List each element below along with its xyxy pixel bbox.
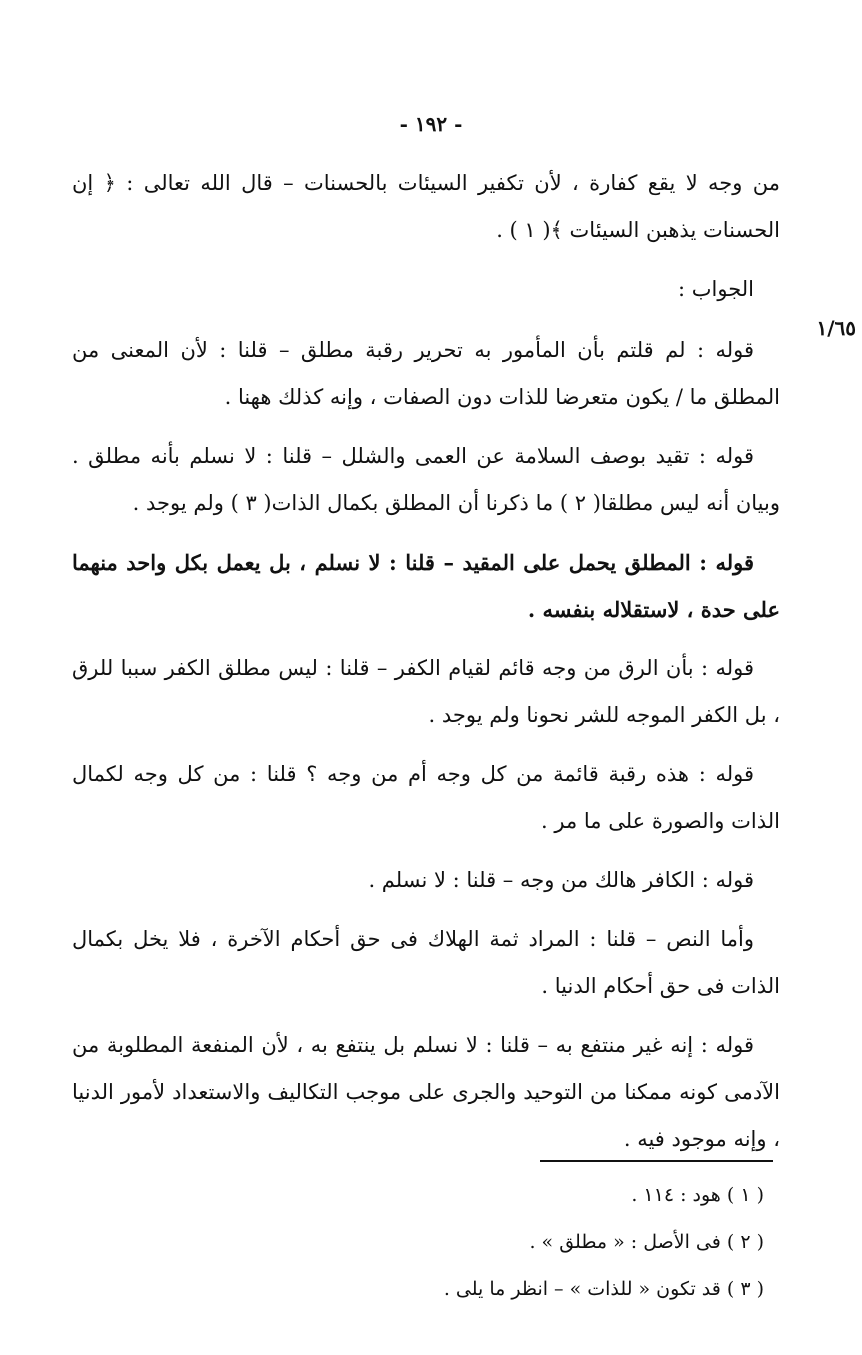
footnote: ( ٣ ) قد تكون « للذات » – انظر ما يلى . bbox=[443, 1278, 764, 1300]
paragraph: قوله : بأن الرق من وجه قائم لقيام الكفر – قلنا : ليس مطلق الكفر سببا للرق ، بل الكفر الموجه للشر نحونا ولم يوجد . bbox=[72, 656, 780, 727]
paragraph: وأما النص – قلنا : المراد ثمة الهلاك فى حق أحكام الآخرة ، فلا يخل بكمال الذات فى حق أحكام الدنيا . bbox=[72, 927, 780, 998]
main-text bbox=[72, 160, 780, 1175]
paragraph: قوله : تقيد بوصف السلامة عن العمى والشلل – قلنا : لا نسلم بأنه مطلق . وبيان أنه ليس مطلقا( ٢ ) ما ذكرنا أن المطلق بكمال الذات( ٣ ) ولم يوجد . bbox=[72, 444, 780, 515]
margin-note: ١/٦٥ bbox=[816, 316, 856, 340]
paragraph: قوله : الكافر هالك من وجه – قلنا : لا نسلم . bbox=[368, 868, 754, 892]
paragraph: من وجه لا يقع كفارة ، لأن تكفير السيئات بالحسنات – قال الله تعالى : ﴿ إن الحسنات يذهبن السيئات ﴾( ١ ) . bbox=[72, 171, 780, 242]
footnotes bbox=[200, 1172, 764, 1313]
paragraph: قوله : هذه رقبة قائمة من كل وجه أم من وجه ؟ قلنا : من كل وجه لكمال الذات والصورة على ما مر . bbox=[72, 762, 780, 833]
footnote-rule bbox=[540, 1160, 773, 1162]
answer-heading: الجواب : bbox=[678, 277, 754, 301]
page-number: - ١٩٢ - bbox=[399, 112, 463, 136]
footnote: ( ٢ ) فى الأصل : « مطلق » . bbox=[529, 1231, 764, 1253]
footnote: ( ١ ) هود : ١١٤ . bbox=[631, 1184, 764, 1206]
paragraph: قوله : المطلق يحمل على المقيد – قلنا : لا نسلم ، بل يعمل بكل واحد منهما على حدة ، لاستقلاله بنفسه . bbox=[72, 550, 780, 622]
paragraph: قوله : لم قلتم بأن المأمور به تحرير رقبة مطلق – قلنا : لأن المعنى من المطلق ما / يكون متعرضا للذات دون الصفات ، وإنه كذلك ههنا . bbox=[72, 338, 780, 409]
paragraph: قوله : إنه غير منتفع به – قلنا : لا نسلم بل ينتفع به ، لأن المنفعة المطلوبة من الآدمى كونه ممكنا من التوحيد والجرى على موجب التكاليف والاستعداد لأمور الدنيا ، وإنه موجود فيه . bbox=[72, 1033, 780, 1151]
